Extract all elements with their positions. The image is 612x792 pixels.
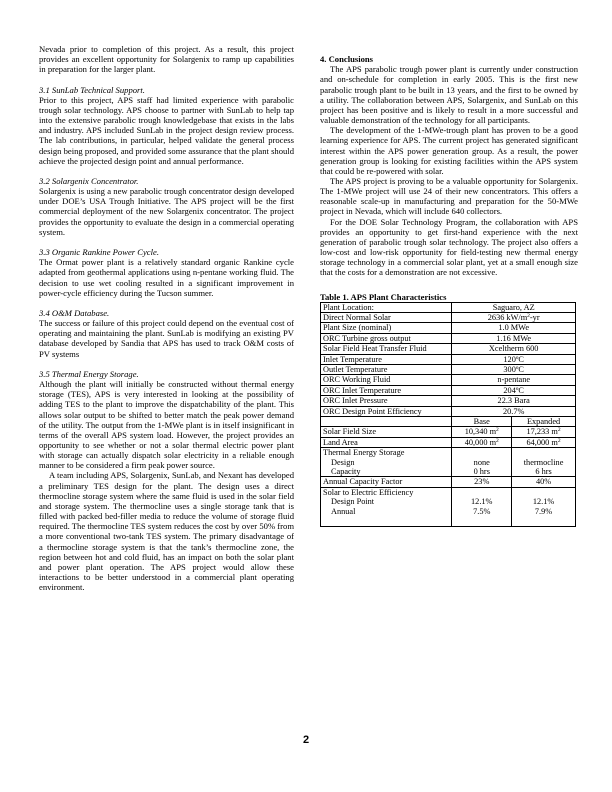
table-row: Land Area 40,000 $m^2$ 64,000 $m^2$ xyxy=(321,437,576,447)
table-row: Solar Field Heat Transfer Fluid Xceltherm 600 xyxy=(321,344,576,354)
section-3-2-body: Solargenix is using a new parabolic trough concentrator design developed under DOE’s USA Trough Initiative. The APS project will be the first commercial deployment of the new Solargenix concentrator. The project provides the opportunity to evaluate the design in a commercial operating system. xyxy=(39,186,294,237)
right-column xyxy=(320,44,578,527)
page-number: 2 xyxy=(302,734,310,746)
table-row: ORC Turbine gross output 1.16 MWe xyxy=(321,333,576,343)
table-row: ORC Inlet Temperature 204ºC xyxy=(321,385,576,395)
conclusions-paragraph-3: The APS project is proving to be a valuable opportunity for Solargenix. The 1-MWe project will use 24 of their new concentrators. This offers a reasonable scale-up in manufacturing and preparation for the 50-MWe project in Nevada, which will include 640 collectors. xyxy=(320,176,578,217)
section-3-3-body: The Ormat power plant is a relatively standard organic Rankine cycle adapted from geothermal applications using n-pentane working fluid. The decision to use wet cooling resulted in a significant improvement in power-cycle efficiency during the Tucson summer. xyxy=(39,257,294,298)
conclusions-paragraph-4: For the DOE Solar Technology Program, the collaboration with APS provides an opportunity to get first-hand experience with the next generation of parabolic trough solar technology. The project also offers a low-cost and low-risk opportunity for field-testing new thermal energy storage technology in a commercial solar plant, yet at a small enough size that the costs for a demonstration are not excessive. xyxy=(320,216,578,278)
table-row: Direct Normal Solar 2636 $kW/m^2-yr$ xyxy=(321,312,576,322)
section-3-5-body-2: A team including APS, Solargenix, SunLab, and Nexant has developed a preliminary TES design for the plant. The design uses a direct thermocline storage system where the same fluid is used in the solar field and storage system. The thermocline uses a single storage tank that is filled with packed bed-filler media to reduce the volume of storage fluid required. The thermocline TES system reduces the cost by over 50% from a more conventional two-tank TES system. The primary disadvantage of a thermocline storage system is that the tank’s thermocline zone, the region between hot and cold fluid, has an impact on both the solar plant and power plant operation. The APS project would allow these interactions to be better understood in a commercial plant operating environment. xyxy=(39,470,294,593)
intro-paragraph: Nevada prior to completion of this project. As a result, this project provides an excellent opportunity for Solargenix to ramp up capabilities in preparation for the larger plant. xyxy=(39,44,294,75)
table-row: Outlet Temperature 300ºC xyxy=(321,365,576,375)
conclusions-paragraph-2: The development of the 1-MWe-trough plant has proven to be a good learning experience for APS. The current project has generated significant interest within the APS power generation group. As a result, the power generation group is looking for existing facilities within the APS system that could be re-powered with solar. xyxy=(320,125,578,176)
table-row: ORC Inlet Pressure 22.3 Bara xyxy=(321,396,576,406)
table-row: ORC Working Fluid n-pentane xyxy=(321,375,576,385)
plant-characteristics-table xyxy=(320,302,576,527)
table-row: Solar Field Size 10,340 $m^2$ 17,233 $m^2$ xyxy=(321,427,576,437)
table-row: Thermal Energy Storage Design Capacity none 0 hrs thermocline 6 hrs xyxy=(321,448,576,477)
table-header-row: Base Expanded xyxy=(321,417,576,427)
section-3-4-body: The success or failure of this project could depend on the eventual cost of operating and maintaining the plant. SunLab is modifying an existing PV database developed by Sandia that APS has used to track O&M costs of PV systems xyxy=(39,318,294,359)
left-column xyxy=(39,44,294,592)
conclusions-paragraph-1: The APS parabolic trough power plant is currently under construction and on-schedule for completion in early 2005. This is the first new parabolic trough plant to be built in 13 years, and the first to be owned by a utility. The collaboration between APS, Solargenix, and SunLab on this project has been positive and is likely to result in a more successful and valuable demonstration of the technology for all participants. xyxy=(320,64,578,126)
section-3-2-heading: 3.2 Solargenix Concentrator. xyxy=(39,176,139,186)
section-3-1-body: Prior to this project, APS staff had limited experience with parabolic trough solar technology. APS choose to partner with SunLab to help tap into the extensive parabolic trough knowledgebase that exists in the labs and industry. APS included SunLab in the project design review process. The lab contributions, in particular, helped validate the general process design being proposed, and provided some assurance that the plant should achieve the projected design point and annual performance. xyxy=(39,94,294,166)
section-3-1-heading: 3.1 SunLab Technical Support. xyxy=(39,84,145,95)
table-row: Plant Location: Saguaro, AZ xyxy=(321,302,576,312)
section-3-5-body-1: Although the plant will initially be constructed without thermal energy storage (TES), APS is very interested in looking at the possibility of adding TES to the plant to improve the dispatchability of the plant. This allows solar output to be shifted to better match the peak power demand of the utility. The output from the 1-MWe plant is in itself insignificant in terms of the overall APS system load. However, the project provides an opportunity to see whether or not a solar thermal electric power plant with storage can actually dispatch solar electricity in a reliable enough manner to be considered a firm peak power source. xyxy=(39,379,294,471)
table-row: Solar to Electric Efficiency Design Point Annual 12.1% 7.5% 12.1% 7.9% xyxy=(321,487,576,526)
conclusions-heading: 4. Conclusions xyxy=(320,54,374,65)
table-row: Annual Capacity Factor 23% 40% xyxy=(321,477,576,487)
section-3-5-heading: 3.5 Thermal Energy Storage. xyxy=(39,368,139,379)
section-3-3-heading: 3.3 Organic Rankine Power Cycle. xyxy=(39,247,159,258)
table-caption: Table 1. APS Plant Characteristics xyxy=(320,291,447,302)
section-3-4-heading: 3.4 O&M Database. xyxy=(39,308,110,318)
table-row: ORC Design Point Efficiency 20.7% xyxy=(321,406,576,416)
table-row: Inlet Temperature 120ºC xyxy=(321,354,576,364)
table-row: Plant Size (nominal) 1.0 MWe xyxy=(321,323,576,333)
